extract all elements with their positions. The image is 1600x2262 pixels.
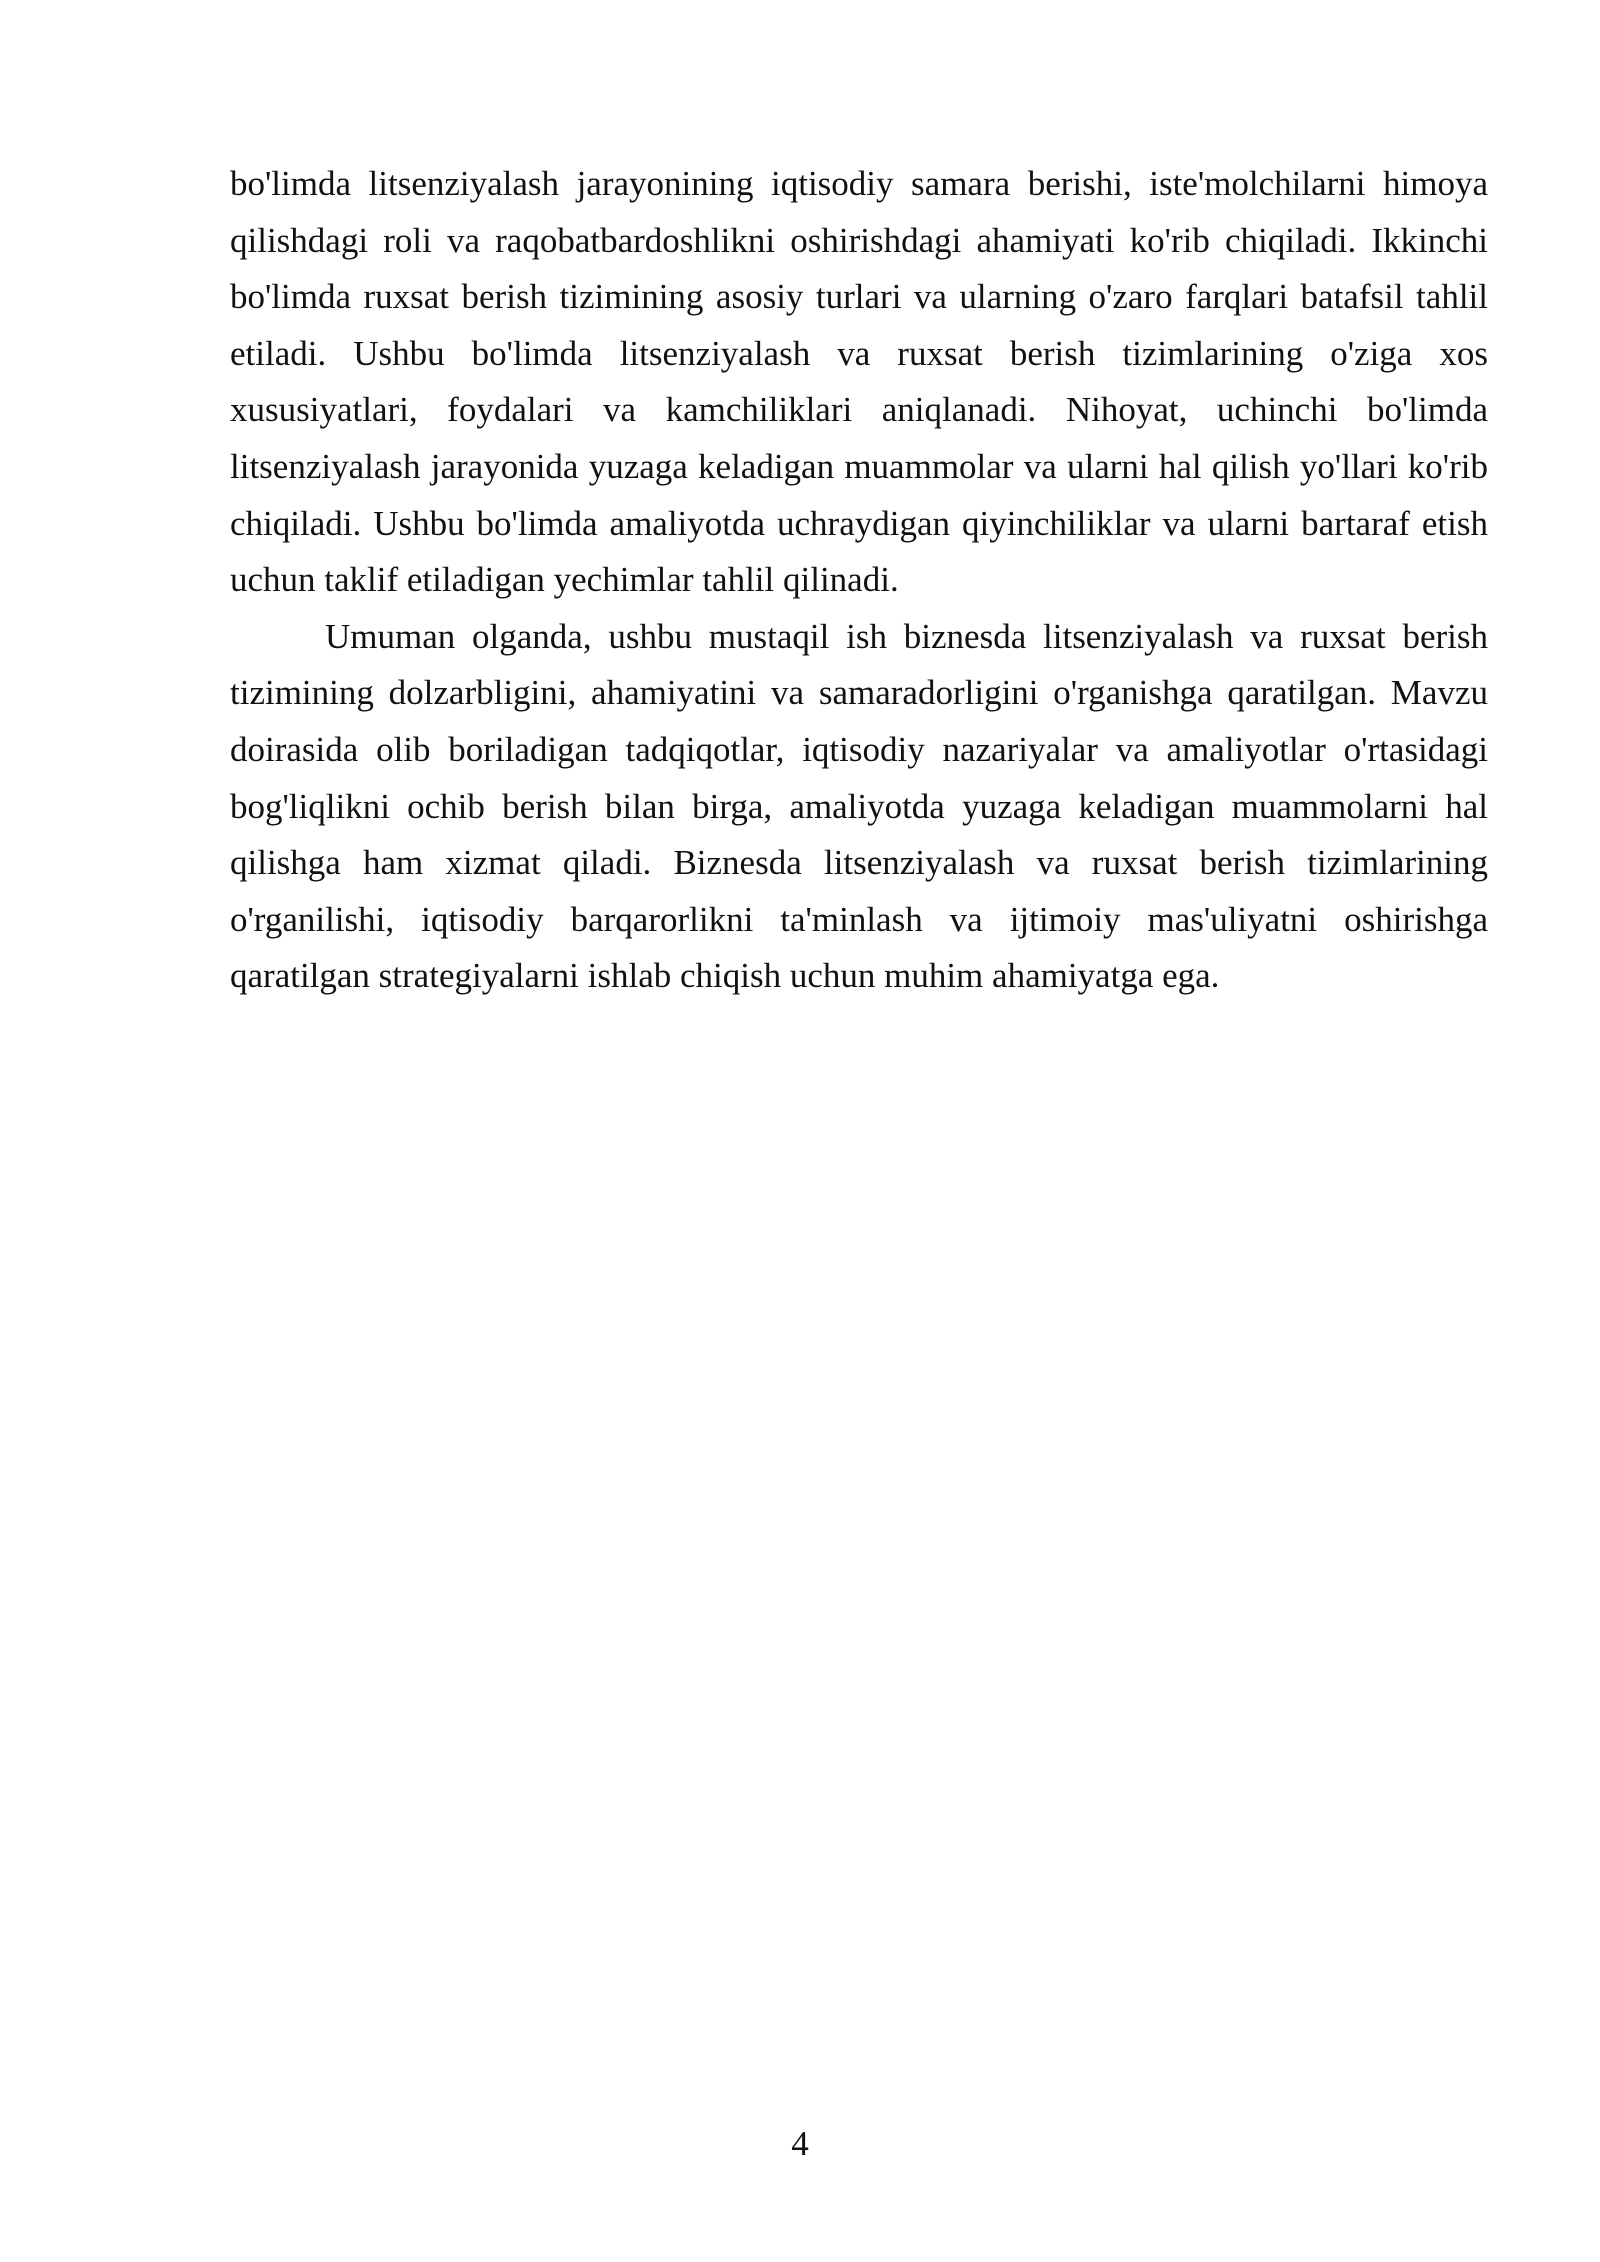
page-number: 4 [791,2124,809,2163]
body-text [230,156,1488,1005]
paragraph-conclusion: Umuman olganda, ushbu mustaqil ish biznesda litsenziyalash va ruxsat berish tizimining dolzarbligini, ahamiyatini va samaradorligini o'rganishga qaratilgan. Mavzu doirasida olib boriladigan tadqiqotlar, iqtisodiy nazariyalar va amaliyotlar o'rtasidagi bog'liqlikni ochib berish bilan birga, amaliyotda yuzaga keladigan muammolarni hal qilishga ham xizmat qiladi. Biznesda litsenziyalash va ruxsat berish tizimlarining o'rganilishi, iqtisodiy barqarorlikni ta'minlash va ijtimoiy mas'uliyatni oshirishga qaratilgan strategiyalarni ishlab chiqish uchun muhim ahamiyatga ega. [230,616,1488,996]
paragraph-continuation: bo'limda litsenziyalash jarayonining iqtisodiy samara berishi, iste'molchilarni himoya qilishdagi roli va raqobatbardoshlikni oshirishdagi ahamiyati ko'rib chiqiladi. Ikkinchi bo'limda ruxsat berish tizimining asosiy turlari va ularning o'zaro farqlari batafsil tahlil etiladi. Ushbu bo'limda litsenziyalash va ruxsat berish tizimlarining o'ziga xos xususiyatlari, foydalari va kamchiliklari aniqlanadi. Nihoyat, uchinchi bo'limda litsenziyalash jarayonida yuzaga keladigan muammolar va ularni hal qilish yo'llari ko'rib chiqiladi. Ushbu bo'limda amaliyotda uchraydigan qiyinchiliklar va ularni bartaraf etish uchun taklif etiladigan yechimlar tahlil qilinadi. [230,164,1488,600]
